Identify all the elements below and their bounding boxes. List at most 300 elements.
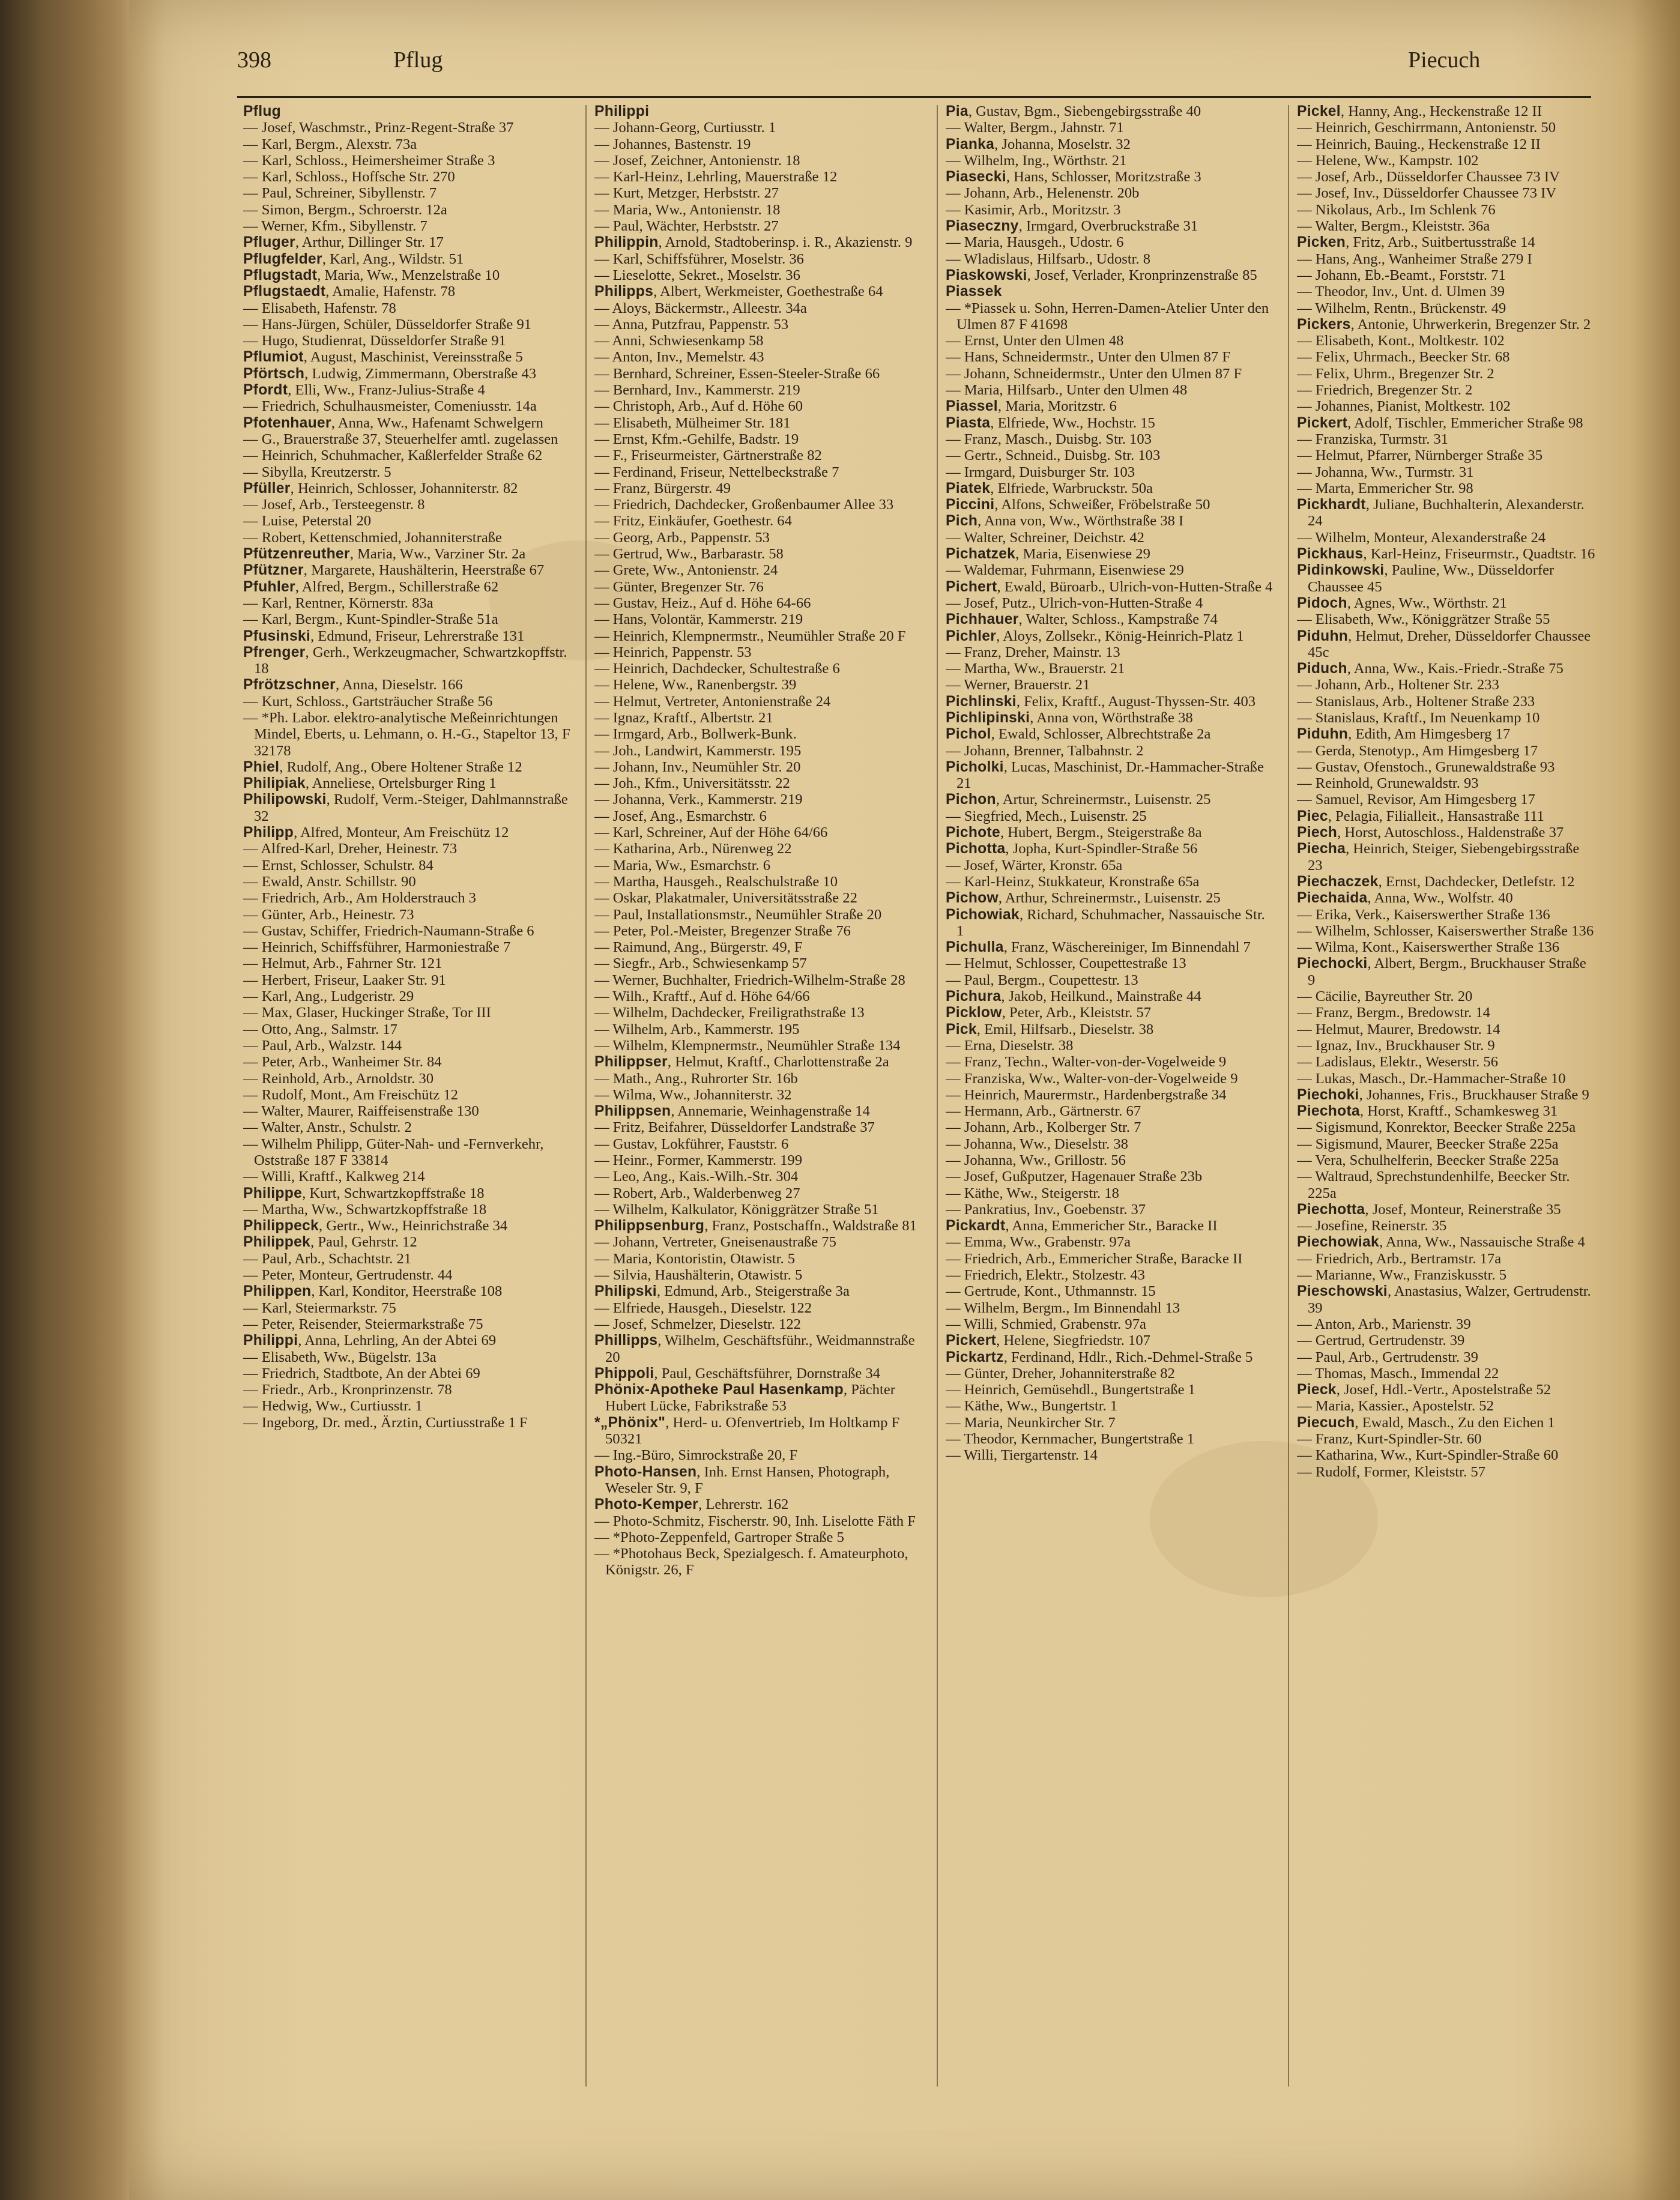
directory-entry: — Josef, Gußputzer, Hagenauer Straße 23b (946, 1168, 1203, 1185)
directory-entry: — Ewald, Anstr. Schillstr. 90 (243, 873, 416, 890)
directory-entry: — Günter, Bregenzer Str. 76 (594, 578, 764, 595)
directory-entry: — Friedrich, Schulhausmeister, Comeniusstr. 14a (243, 398, 537, 415)
right-running-head: Piecuch (1408, 47, 1481, 73)
directory-entry: — Wladislaus, Hilfsarb., Udostr. 8 (946, 250, 1151, 267)
directory-entry: — Karl, Bergm., Alexstr. 73a (243, 136, 417, 153)
directory-entry: — Karl, Steiermarkstr. 75 (243, 1299, 396, 1316)
directory-entry: — Grete, Ww., Antonienstr. 24 (594, 562, 778, 579)
directory-entry: Phippoli, Paul, Geschäftsführer, Dornstraße 34 (594, 1365, 881, 1382)
directory-entry: Piechocki, Albert, Bergm., Bruckhauser Straße 9 (1297, 955, 1586, 988)
directory-entry: — *Ph. Labor. elektro-analytische Meßeinrichtungen Mindel, Eberts, u. Lehmann, o. H.-G., Stapeltor 13, F 32178 (243, 709, 570, 759)
directory-entry: — Karl, Rentner, Körnerstr. 83a (243, 594, 434, 611)
directory-entry: — Katharina, Ww., Kurt-Spindler-Straße 60 (1297, 1447, 1559, 1464)
directory-entry: — Franziska, Turmstr. 31 (1297, 431, 1449, 447)
directory-entry: — Hermann, Arb., Gärtnerstr. 67 (946, 1103, 1141, 1120)
directory-entry: — Heinrich, Maurermstr., Hardenbergstraße 34 (946, 1086, 1227, 1103)
directory-entry: — Cäcilie, Bayreuther Str. 20 (1297, 988, 1473, 1005)
directory-entry: Photo-Kemper, Lehrerstr. 162 (594, 1496, 789, 1513)
directory-entry: — Paul, Arb., Gertrudenstr. 39 (1297, 1349, 1478, 1365)
directory-entry: Piech, Horst, Autoschloss., Haldenstraße 37 (1297, 824, 1564, 841)
directory-entry: — Pankratius, Inv., Goebenstr. 37 (946, 1201, 1146, 1218)
directory-entry: — Bernhard, Inv., Kammerstr. 219 (594, 382, 800, 399)
directory-entry: — Waldemar, Fuhrmann, Eisenwiese 29 (946, 562, 1184, 579)
directory-entry: — Josef, Arb., Düsseldorfer Chaussee 73 IV (1297, 169, 1560, 186)
directory-entry: — Ernst, Kfm.-Gehilfe, Badstr. 19 (594, 431, 799, 447)
directory-entry: Piduch, Anna, Ww., Kais.-Friedr.-Straße 75 (1297, 660, 1564, 677)
directory-entry: — Gustav, Schiffer, Friedrich-Naumann-Straße 6 (243, 922, 534, 939)
directory-entry: — Paul, Arb., Schachtstr. 21 (243, 1250, 412, 1267)
directory-entry: Pichlinski, Felix, Kraftf., August-Thyssen-Str. 403 (946, 693, 1256, 710)
directory-entry: — Ernst, Unter den Ulmen 48 (946, 333, 1124, 349)
directory-entry: — Elfriede, Hausgeh., Dieselstr. 122 (594, 1299, 812, 1316)
directory-entry: Pieck, Josef, Hdl.-Vertr., Apostelstraße 52 (1297, 1382, 1552, 1398)
directory-entry: Pichura, Jakob, Heilkund., Mainstraße 44 (946, 988, 1201, 1005)
directory-entry: — Ernst, Schlosser, Schulstr. 84 (243, 857, 434, 874)
directory-entry: — Maria, Hausgeh., Udostr. 6 (946, 234, 1124, 251)
directory-entry: — Stanislaus, Kraftf., Im Neuenkamp 10 (1297, 709, 1540, 726)
directory-entry: — Willi, Tiergartenstr. 14 (946, 1447, 1098, 1464)
directory-entry: — Heinrich, Dachdecker, Schultestraße 6 (594, 660, 840, 677)
directory-entry: — Hans, Ang., Wanheimer Straße 279 I (1297, 250, 1532, 267)
directory-entry: Piassel, Maria, Moritzstr. 6 (946, 398, 1117, 415)
directory-entry: *„Phönix", Herd- u. Ofenvertrieb, Im Holtkamp F 50321 (594, 1414, 900, 1448)
directory-entry: Picken, Fritz, Arb., Suitbertusstraße 14 (1297, 234, 1535, 251)
directory-entry: — Ignaz, Kraftf., Albertstr. 21 (594, 709, 773, 726)
directory-entry: Pfrenger, Gerh., Werkzeugmacher, Schwartzkopffstr. 18 (243, 644, 567, 677)
directory-entry: — Friedrich, Bregenzer Str. 2 (1297, 382, 1473, 399)
directory-entry: Pichon, Artur, Schreinermstr., Luisenstr. 25 (946, 791, 1211, 808)
directory-entry: — Theodor, Inv., Unt. d. Ulmen 39 (1297, 283, 1505, 300)
directory-entry: — Hugo, Studienrat, Düsseldorfer Straße 91 (243, 333, 506, 349)
directory-entry: — Reinhold, Grunewaldstr. 93 (1297, 775, 1479, 792)
directory-entry: — Maria, Kassier., Apostelstr. 52 (1297, 1398, 1494, 1415)
directory-entry: — Willi, Schmied, Grabenstr. 97a (946, 1316, 1146, 1332)
directory-entry: Piatek, Elfriede, Warbruckstr. 50a (946, 480, 1153, 497)
directory-entry: Philippi (594, 103, 650, 119)
directory-entry: Piduhn, Edith, Am Himgesberg 17 (1297, 726, 1511, 743)
directory-entry: Piecha, Heinrich, Steiger, Siebengebirgsstraße 23 (1297, 841, 1580, 874)
directory-entry: — Gerda, Stenotyp., Am Himgesberg 17 (1297, 742, 1538, 759)
directory-entry: — Helene, Ww., Kampstr. 102 (1297, 152, 1479, 169)
directory-entry: — Heinrich, Schuhmacher, Kaßlerfelder Straße 62 (243, 447, 543, 464)
directory-entry: — Anton, Arb., Marienstr. 39 (1297, 1316, 1471, 1332)
directory-entry: Philippsenburg, Franz, Postschaffn., Waldstraße 81 (594, 1218, 917, 1234)
directory-entry: — Anna, Putzfrau, Pappenstr. 53 (594, 316, 789, 333)
directory-entry: Pichatzek, Maria, Eisenwiese 29 (946, 546, 1150, 563)
directory-entry: Philipp, Alfred, Monteur, Am Freischütz 12 (243, 824, 509, 841)
directory-entry: — Elisabeth, Ww., Bügelstr. 13a (243, 1349, 437, 1365)
directory-entry: — Friedrich, Stadtbote, An der Abtei 69 (243, 1365, 480, 1382)
directory-entry: Philipowski, Rudolf, Verm.-Steiger, Dahlmannstraße 32 (243, 791, 568, 824)
directory-entry: — Heinrich, Schiffsführer, Harmoniestraße 7 (243, 939, 511, 956)
directory-entry: — Johann, Arb., Holtener Str. 233 (1297, 677, 1499, 694)
directory-entry: — Rudolf, Mont., Am Freischütz 12 (243, 1086, 458, 1103)
directory-entry: Photo-Hansen, Inh. Ernst Hansen, Photograph, Weseler Str. 9, F (594, 1463, 890, 1496)
directory-entry: Pflugfelder, Karl, Ang., Wildstr. 51 (243, 250, 464, 267)
directory-entry: — Elisabeth, Kont., Moltkestr. 102 (1297, 333, 1505, 349)
directory-entry: Pfusinski, Edmund, Friseur, Lehrerstraße 131 (243, 627, 525, 644)
directory-entry: — Johann, Schneidermstr., Unter den Ulmen 87 F (946, 365, 1242, 382)
directory-entry: — Sigismund, Maurer, Beecker Straße 225a (1297, 1135, 1559, 1152)
directory-entry: Pichulla, Franz, Wäschereiniger, Im Binnendahl 7 (946, 939, 1251, 956)
directory-entry: — Wilhelm Philipp, Güter-Nah- und -Fernverkehr, Oststraße 187 F 33814 (243, 1135, 544, 1168)
directory-entry: Pichert, Ewald, Büroarb., Ulrich-von-Hutten-Straße 4 (946, 578, 1273, 595)
directory-entry: — Franz, Kurt-Spindler-Str. 60 (1297, 1431, 1482, 1448)
directory-entry: — Helmut, Maurer, Bredowstr. 14 (1297, 1021, 1500, 1038)
directory-entry: — Werner, Kfm., Sibyllenstr. 7 (243, 218, 428, 235)
directory-entry: — Hans, Volontär, Kammerstr. 219 (594, 611, 803, 628)
left-running-head: Pflug (393, 47, 443, 73)
directory-entry: — Thomas, Masch., Immendal 22 (1297, 1365, 1499, 1382)
directory-entry: — Georg, Arb., Pappenstr. 53 (594, 529, 770, 546)
directory-entry: — Johann, Vertreter, Gneisenaustraße 75 (594, 1234, 836, 1251)
directory-entry: — Stanislaus, Arb., Holtener Straße 233 (1297, 693, 1535, 710)
directory-entry: — Heinr., Former, Kammerstr. 199 (594, 1152, 803, 1168)
directory-entry: — Martha, Ww., Schwartzkopffstraße 18 (243, 1201, 487, 1218)
directory-entry: — Lieselotte, Sekret., Moselstr. 36 (594, 267, 800, 283)
directory-entry: — Robert, Arb., Walderbenweg 27 (594, 1185, 800, 1201)
directory-entry: Philippser, Helmut, Kraftf., Charlottenstraße 2a (594, 1054, 889, 1071)
directory-entry: Piechota, Horst, Kraftf., Schamkesweg 31 (1297, 1103, 1558, 1120)
directory-entry: Pianka, Johanna, Moselstr. 32 (946, 136, 1131, 153)
directory-entry: Pichol, Ewald, Schlosser, Albrechtstraße 2a (946, 726, 1211, 743)
directory-entry: — Anton, Inv., Memelstr. 43 (594, 349, 764, 366)
column-divider (585, 105, 587, 2087)
directory-entry: — Gertrude, Kont., Uthmannstr. 15 (946, 1283, 1156, 1300)
column-divider (937, 105, 938, 2087)
column-divider (1288, 105, 1289, 2087)
directory-entry: — Wilhelm, Dachdecker, Freiligrathstraße 13 (594, 1005, 865, 1021)
directory-entry: — Siegfr., Arb., Schwiesenkamp 57 (594, 955, 807, 972)
directory-entry: — Vera, Schulhelferin, Beecker Straße 225a (1297, 1152, 1559, 1168)
directory-entry: — Ladislaus, Elektr., Weserstr. 56 (1297, 1054, 1498, 1071)
directory-entry: — Josef, Schmelzer, Dieselstr. 122 (594, 1316, 801, 1332)
directory-entry: — Hans, Schneidermstr., Unter den Ulmen 87 F (946, 349, 1231, 366)
directory-entry: Pfützenreuther, Maria, Ww., Varziner Str. 2a (243, 546, 526, 563)
directory-entry: — Leo, Ang., Kais.-Wilh.-Str. 304 (594, 1168, 799, 1185)
directory-entry: — Katharina, Arb., Nürenweg 22 (594, 841, 792, 857)
directory-entry: Pia, Gustav, Bgm., Siebengebirgsstraße 40 (946, 103, 1201, 119)
directory-entry: — Josefine, Reinerstr. 35 (1297, 1218, 1447, 1234)
directory-entry: Pickel, Hanny, Ang., Heckenstraße 12 II (1297, 103, 1543, 119)
directory-entry: — Helmut, Arb., Fahrner Str. 121 (243, 955, 443, 972)
directory-entry: Philippi, Anna, Lehrling, An der Abtei 69 (243, 1332, 497, 1349)
directory-entry: — Helene, Ww., Ranenbergstr. 39 (594, 677, 797, 694)
directory-entry: — Elisabeth, Mülheimer Str. 181 (594, 414, 791, 431)
directory-entry: — Silvia, Haushälterin, Otawistr. 5 (594, 1267, 803, 1284)
directory-entry: — Paul, Wächter, Herbststr. 27 (594, 218, 779, 235)
directory-entry: Piassek (946, 283, 1002, 300)
directory-entry: — *Photo-Zeppenfeld, Gartroper Straße 5 (594, 1529, 844, 1546)
directory-entry: — Karl-Heinz, Stukkateur, Kronstraße 65a (946, 873, 1200, 890)
directory-entry: Pickert, Helene, Siegfriedstr. 107 (946, 1332, 1150, 1349)
directory-entry: — Johanna, Ww., Grillostr. 56 (946, 1152, 1126, 1168)
directory-entry: Pidoch, Agnes, Ww., Wörthstr. 21 (1297, 594, 1507, 611)
directory-entry: Piechotta, Josef, Monteur, Reinerstraße 35 (1297, 1201, 1561, 1218)
directory-entry: Philipps, Albert, Werkmeister, Goethestraße 64 (594, 283, 883, 300)
directory-entry: — Simon, Bergm., Schroerstr. 12a (243, 201, 447, 218)
directory-entry: — G., Brauerstraße 37, Steuerhelfer amtl. zugelassen (243, 431, 558, 447)
directory-entry: — Robert, Kettenschmied, Johanniterstraße (243, 529, 502, 546)
directory-entry: — Friedrich, Arb., Emmericher Straße, Baracke II (946, 1250, 1243, 1267)
directory-entry: — Martha, Hausgeh., Realschulstraße 10 (594, 873, 838, 890)
directory-entry: — Karl, Schloss., Heimersheimer Straße 3 (243, 152, 495, 169)
directory-entry: — Walter, Maurer, Raiffeisenstraße 130 (243, 1103, 479, 1120)
directory-entry: — Herbert, Friseur, Laaker Str. 91 (243, 972, 446, 988)
directory-entry: — Elisabeth, Hafenstr. 78 (243, 300, 396, 316)
directory-entry: — Heinrich, Geschirrmann, Antonienstr. 50 (1297, 119, 1556, 136)
directory-entry: Piasta, Elfriede, Ww., Hochstr. 15 (946, 414, 1155, 431)
directory-column-1 (243, 103, 570, 2103)
directory-entry: — Fritz, Einkäufer, Goethestr. 64 (594, 513, 792, 530)
directory-entry: — Oskar, Plakatmaler, Universitätsstraße 22 (594, 890, 857, 907)
directory-entry: — Irmgard, Duisburger Str. 103 (946, 464, 1135, 480)
directory-entry: — Günter, Dreher, Johanniterstraße 82 (946, 1365, 1175, 1382)
directory-entry: — Wilhelm, Ing., Wörthstr. 21 (946, 152, 1127, 169)
directory-entry: Pickardt, Anna, Emmericher Str., Baracke II (946, 1218, 1218, 1234)
directory-entry: Phiel, Rudolf, Ang., Obere Holtener Straße 12 (243, 758, 522, 775)
directory-entry: — Paul, Schreiner, Sibyllenstr. 7 (243, 185, 437, 202)
directory-entry: Piasecki, Hans, Schlosser, Moritzstraße 3 (946, 169, 1201, 186)
directory-entry: Pichow, Arthur, Schreinermstr., Luisenstr. 25 (946, 890, 1221, 907)
directory-entry: — Wilhelm, Rentn., Brückenstr. 49 (1297, 300, 1506, 316)
directory-entry: Pflumiot, August, Maschinist, Vereinsstraße 5 (243, 349, 523, 366)
directory-entry: — Irmgard, Arb., Bollwerk-Bunk. (594, 726, 797, 743)
directory-entry: — Siegfried, Mech., Luisenstr. 25 (946, 808, 1147, 824)
directory-entry: — Peter, Monteur, Gertrudenstr. 44 (243, 1267, 453, 1284)
directory-entry: Pichotta, Jopha, Kurt-Spindler-Straße 56 (946, 841, 1198, 857)
directory-entry: — Samuel, Revisor, Am Himgesberg 17 (1297, 791, 1535, 808)
directory-entry: — Günter, Arb., Heinestr. 73 (243, 906, 414, 923)
directory-entry: — Helmut, Vertreter, Antonienstraße 24 (594, 693, 831, 710)
directory-entry: — Karl, Bergm., Kunt-Spindler-Straße 51a (243, 611, 498, 628)
directory-entry: — Wilhelm, Klempnermstr., Neumühler Straße 134 (594, 1037, 901, 1054)
directory-entry: — Käthe, Ww., Steigerstr. 18 (946, 1185, 1119, 1201)
directory-entry: — Peter, Arb., Wanheimer Str. 84 (243, 1054, 442, 1071)
directory-entry: — Sigismund, Konrektor, Beecker Straße 225a (1297, 1119, 1576, 1136)
directory-entry: Pickert, Adolf, Tischler, Emmericher Straße 98 (1297, 414, 1583, 431)
directory-entry: — Josef, Inv., Düsseldorfer Chaussee 73 IV (1297, 185, 1557, 202)
directory-entry: — Marianne, Ww., Franziskusstr. 5 (1297, 1267, 1507, 1284)
directory-entry: Pickartz, Ferdinand, Hdlr., Rich.-Dehmel-Straße 5 (946, 1349, 1253, 1365)
directory-entry: Pförtsch, Ludwig, Zimmermann, Oberstraße 43 (243, 365, 537, 382)
directory-entry: — Johannes, Pianist, Moltkestr. 102 (1297, 398, 1511, 415)
directory-entry: — Gertrud, Gertrudenstr. 39 (1297, 1332, 1465, 1349)
directory-entry: — Josef, Arb., Tersteegenstr. 8 (243, 497, 425, 513)
directory-entry: — Johannes, Bastenstr. 19 (594, 136, 751, 153)
directory-entry: — Anni, Schwiesenkamp 58 (594, 333, 764, 349)
directory-entry: — Wilh., Kraftf., Auf d. Höhe 64/66 (594, 988, 810, 1005)
directory-entry: — Willi, Kraftf., Kalkweg 214 (243, 1168, 425, 1185)
directory-entry: Pichhauer, Walter, Schloss., Kampstraße 74 (946, 611, 1218, 628)
directory-entry: — Math., Ang., Ruhrorter Str. 16b (594, 1070, 798, 1087)
directory-entry: — Karl, Schreiner, Auf der Höhe 64/66 (594, 824, 828, 841)
directory-entry: — Bernhard, Schreiner, Essen-Steeler-Straße 66 (594, 365, 880, 382)
directory-entry: — Johann, Eb.-Beamt., Forststr. 71 (1297, 267, 1506, 283)
directory-entry: Picholki, Lucas, Maschinist, Dr.-Hammacher-Straße 21 (946, 758, 1264, 792)
directory-entry: — F., Friseurmeister, Gärtnerstraße 82 (594, 447, 822, 464)
directory-entry: Piechowiak, Anna, Ww., Nassauische Straße 4 (1297, 1234, 1585, 1251)
directory-entry: — Joh., Landwirt, Kammerstr. 195 (594, 742, 802, 759)
directory-entry: — Johanna, Verk., Kammerstr. 219 (594, 791, 803, 808)
directory-entry: — Käthe, Ww., Bungertstr. 1 (946, 1398, 1118, 1415)
directory-entry: — Ignaz, Inv., Bruckhauser Str. 9 (1297, 1037, 1495, 1054)
directory-entry: — Josef, Ang., Esmarchstr. 6 (594, 808, 767, 824)
directory-entry: — Karl-Heinz, Lehrling, Mauerstraße 12 (594, 169, 838, 186)
directory-entry: — Paul, Arb., Walzstr. 144 (243, 1037, 402, 1054)
directory-entry: Philippeck, Gertr., Ww., Heinrichstraße 34 (243, 1218, 508, 1234)
directory-entry: — Reinhold, Arb., Arnoldstr. 30 (243, 1070, 434, 1087)
directory-entry: — Maria, Neunkircher Str. 7 (946, 1414, 1116, 1431)
directory-entry: Piechaida, Anna, Ww., Wolfstr. 40 (1297, 890, 1513, 907)
directory-entry: Pflug (243, 103, 281, 119)
directory-entry: — Walter, Schreiner, Deichstr. 42 (946, 529, 1144, 546)
directory-entry: Piduhn, Helmut, Dreher, Düsseldorfer Chaussee 45c (1297, 627, 1591, 660)
directory-entry: — Wilhelm, Arb., Kammerstr. 195 (594, 1021, 800, 1038)
directory-entry: Philipski, Edmund, Arb., Steigerstraße 3a (594, 1283, 850, 1300)
directory-column-3 (946, 103, 1273, 2103)
directory-entry: Pfrötzschner, Anna, Dieselstr. 166 (243, 677, 463, 694)
directory-entry: Philipiak, Anneliese, Ortelsburger Ring 1 (243, 775, 497, 792)
directory-entry: — Friedr., Arb., Kronprinzenstr. 78 (243, 1382, 452, 1398)
directory-entry: — Friedrich, Elektr., Stolzestr. 43 (946, 1267, 1145, 1284)
directory-entry: — Wilma, Kont., Kaiserswerther Straße 136 (1297, 939, 1560, 956)
directory-entry: — Josef, Putz., Ulrich-von-Hutten-Straße 4 (946, 594, 1203, 611)
directory-entry: Pflugstaedt, Amalie, Hafenstr. 78 (243, 283, 456, 300)
directory-entry: — Nikolaus, Arb., Im Schlenk 76 (1297, 201, 1496, 218)
directory-entry: Pfordt, Elli, Ww., Franz-Julius-Straße 4 (243, 382, 485, 399)
directory-entry: — Johann, Inv., Neumühler Str. 20 (594, 758, 801, 775)
directory-entry: — Johanna, Ww., Turmstr. 31 (1297, 464, 1474, 480)
directory-entry: — Helmut, Schlosser, Coupettestraße 13 (946, 955, 1186, 972)
directory-entry: Philippek, Paul, Gehrstr. 12 (243, 1234, 417, 1251)
directory-entry: — Wilhelm, Schlosser, Kaiserswerther Straße 136 (1297, 922, 1594, 939)
directory-entry: — Theodor, Kernmacher, Bungertstraße 1 (946, 1431, 1195, 1448)
directory-entry: — Werner, Buchhalter, Friedrich-Wilhelm-Straße 28 (594, 972, 905, 988)
directory-entry: — Hans-Jürgen, Schüler, Düsseldorfer Straße 91 (243, 316, 532, 333)
directory-entry: Pickers, Antonie, Uhrwerkerin, Bregenzer Str. 2 (1297, 316, 1591, 333)
directory-entry: — Friedrich, Dachdecker, Großenbaumer Allee 33 (594, 497, 894, 513)
directory-entry: — Gustav, Ofenstoch., Grunewaldstraße 93 (1297, 758, 1555, 775)
directory-entry: — Alfred-Karl, Dreher, Heinestr. 73 (243, 841, 458, 857)
directory-entry: — Heinrich, Bauing., Heckenstraße 12 II (1297, 136, 1541, 153)
directory-entry: — Joh., Kfm., Universitätsstr. 22 (594, 775, 790, 792)
directory-entry: — Luise, Peterstal 20 (243, 513, 372, 530)
directory-entry: — Heinrich, Pappenstr. 53 (594, 644, 752, 660)
directory-entry: Pfuhler, Alfred, Bergm., Schillerstraße 62 (243, 578, 499, 595)
directory-entry: — Christoph, Arb., Auf d. Höhe 60 (594, 398, 803, 415)
directory-entry: — Peter, Pol.-Meister, Bregenzer Straße 76 (594, 922, 851, 939)
directory-entry: — Kasimir, Arb., Moritzstr. 3 (946, 201, 1121, 218)
directory-entry: — Johann, Brenner, Talbahnstr. 2 (946, 742, 1144, 759)
directory-entry: — Wilhelm, Kalkulator, Königgrätzer Straße 51 (594, 1201, 879, 1218)
directory-entry: — Maria, Kontoristin, Otawistr. 5 (594, 1250, 796, 1267)
directory-entry: — Max, Glaser, Huckinger Straße, Tor III (243, 1005, 491, 1021)
directory-entry: — Gertr., Schneid., Duisbg. Str. 103 (946, 447, 1161, 464)
directory-entry: — Felix, Uhrm., Bregenzer Str. 2 (1297, 365, 1494, 382)
directory-entry: — Josef, Wärter, Kronstr. 65a (946, 857, 1123, 874)
directory-entry: — Raimund, Ang., Bürgerstr. 49, F (594, 939, 803, 956)
directory-entry: — Erna, Dieselstr. 38 (946, 1037, 1074, 1054)
directory-entry: Philippe, Kurt, Schwartzkopffstraße 18 (243, 1185, 485, 1201)
directory-entry: — Walter, Bergm., Kleiststr. 36a (1297, 218, 1490, 235)
directory-entry: Piec, Pelagia, Filialleit., Hansastraße 111 (1297, 808, 1544, 824)
directory-entry: — Gustav, Lokführer, Fauststr. 6 (594, 1135, 789, 1152)
directory-entry: — Maria, Hilfsarb., Unter den Ulmen 48 (946, 382, 1188, 399)
directory-entry: Piecuch, Ewald, Masch., Zu den Eichen 1 (1297, 1414, 1555, 1431)
directory-entry: — *Photohaus Beck, Spezialgesch. f. Amateurphoto, Königstr. 26, F (594, 1546, 908, 1579)
directory-entry: — Karl, Schloss., Hoffsche Str. 270 (243, 169, 455, 186)
directory-entry: Piechaczek, Ernst, Dachdecker, Detlefstr. 12 (1297, 873, 1575, 890)
directory-entry: — Photo-Schmitz, Fischerstr. 90, Inh. Liselotte Fäth F (594, 1512, 916, 1529)
directory-entry: Picklow, Peter, Arb., Kleiststr. 57 (946, 1005, 1152, 1021)
directory-entry: Pichote, Hubert, Bergm., Steigerstraße 8a (946, 824, 1202, 841)
directory-entry: — Maria, Ww., Esmarchstr. 6 (594, 857, 771, 874)
directory-entry: — Johann, Arb., Helenenstr. 20b (946, 185, 1140, 202)
directory-entry: — Walter, Anstr., Schulstr. 2 (243, 1119, 412, 1136)
directory-entry: — Josef, Waschmstr., Prinz-Regent-Straße 37 (243, 119, 514, 136)
directory-entry: Pfüller, Heinrich, Schlosser, Johanniterstr. 82 (243, 480, 518, 497)
directory-entry: — Wilhelm, Monteur, Alexanderstraße 24 (1297, 529, 1546, 546)
directory-entry: — Franz, Masch., Duisbg. Str. 103 (946, 431, 1152, 447)
header-rule (237, 96, 1591, 98)
directory-column-2 (594, 103, 922, 2103)
directory-entry: — Ing.-Büro, Simrockstraße 20, F (594, 1447, 798, 1464)
directory-entry: — Heinrich, Klempnermstr., Neumühler Straße 20 F (594, 627, 906, 644)
directory-entry: Piaskowski, Josef, Verlader, Kronprinzenstraße 85 (946, 267, 1257, 283)
directory-entry: — Waltraud, Sprechstundenhilfe, Beecker Str. 225a (1297, 1168, 1570, 1201)
directory-entry: — Gustav, Heiz., Auf d. Höhe 64-66 (594, 594, 811, 611)
directory-entry: — Elisabeth, Ww., Königgrätzer Straße 55 (1297, 611, 1550, 628)
directory-entry: Pichowiak, Richard, Schuhmacher, Nassauische Str. 1 (946, 906, 1265, 939)
directory-entry: — Ingeborg, Dr. med., Ärztin, Curtiusstraße 1 F (243, 1414, 528, 1431)
directory-entry: — Werner, Brauerstr. 21 (946, 677, 1090, 694)
directory-entry: Philippin, Arnold, Stadtoberinsp. i. R., Akazienstr. 9 (594, 234, 913, 251)
directory-column-4 (1297, 103, 1597, 2103)
directory-entry: Piccini, Alfons, Schweißer, Fröbelstraße 50 (946, 497, 1210, 513)
directory-entry: Pfützner, Margarete, Haushälterin, Heerstraße 67 (243, 562, 545, 579)
directory-entry: Pidinkowski, Pauline, Ww., Düsseldorfer Chaussee 45 (1297, 562, 1555, 595)
directory-entry: Pfotenhauer, Anna, Ww., Hafenamt Schwelgern (243, 414, 543, 431)
directory-entry: — Karl, Ang., Ludgeristr. 29 (243, 988, 414, 1005)
directory-entry: — Kurt, Metzger, Herbststr. 27 (594, 185, 779, 202)
directory-entry: Pick, Emil, Hilfsarb., Dieselstr. 38 (946, 1021, 1154, 1038)
directory-entry: Phönix-Apotheke Paul Hasenkamp, Pächter Hubert Lücke, Fabrikstraße 53 (594, 1382, 895, 1415)
directory-entry: — Franz, Bürgerstr. 49 (594, 480, 731, 497)
directory-entry: — Franz, Bergm., Bredowstr. 14 (1297, 1005, 1490, 1021)
directory-entry: — Aloys, Bäckermstr., Alleestr. 34a (594, 300, 807, 316)
directory-entry: Philippen, Karl, Konditor, Heerstraße 108 (243, 1283, 503, 1300)
directory-entry: — Wilma, Ww., Johanniterstr. 32 (594, 1086, 792, 1103)
directory-entry: Pickhardt, Juliane, Buchhalterin, Alexanderstr. 24 (1297, 497, 1585, 530)
directory-entry: Piechoki, Johannes, Fris., Bruckhauser Straße 9 (1297, 1086, 1589, 1103)
directory-entry: — Kurt, Schloss., Gartsträucher Straße 56 (243, 693, 493, 710)
directory-entry: Pieschowski, Anastasius, Walzer, Gertrudenstr. 39 (1297, 1283, 1591, 1316)
directory-entry: Pich, Anna von, Ww., Wörthstraße 38 I (946, 513, 1184, 530)
directory-entry: — Lukas, Masch., Dr.-Hammacher-Straße 10 (1297, 1070, 1566, 1087)
directory-entry: — Gertrud, Ww., Barbarastr. 58 (594, 546, 784, 563)
directory-entry: — Peter, Reisender, Steiermarkstraße 75 (243, 1316, 483, 1332)
directory-entry: — Karl, Schiffsführer, Moselstr. 36 (594, 250, 804, 267)
directory-entry: — Franz, Techn., Walter-von-der-Vogelweide 9 (946, 1054, 1227, 1071)
directory-entry: — Martha, Ww., Brauerstr. 21 (946, 660, 1125, 677)
directory-entry: — *Piassek u. Sohn, Herren-Damen-Atelier Unter den Ulmen 87 F 41698 (946, 300, 1269, 333)
directory-entry: Pfluger, Arthur, Dillinger Str. 17 (243, 234, 444, 251)
directory-entry: — Hedwig, Ww., Curtiusstr. 1 (243, 1398, 423, 1415)
directory-entry: — Franz, Dreher, Mainstr. 13 (946, 644, 1120, 660)
directory-entry: — Josef, Zeichner, Antonienstr. 18 (594, 152, 800, 169)
directory-entry: — Sibylla, Kreutzerstr. 5 (243, 464, 391, 480)
